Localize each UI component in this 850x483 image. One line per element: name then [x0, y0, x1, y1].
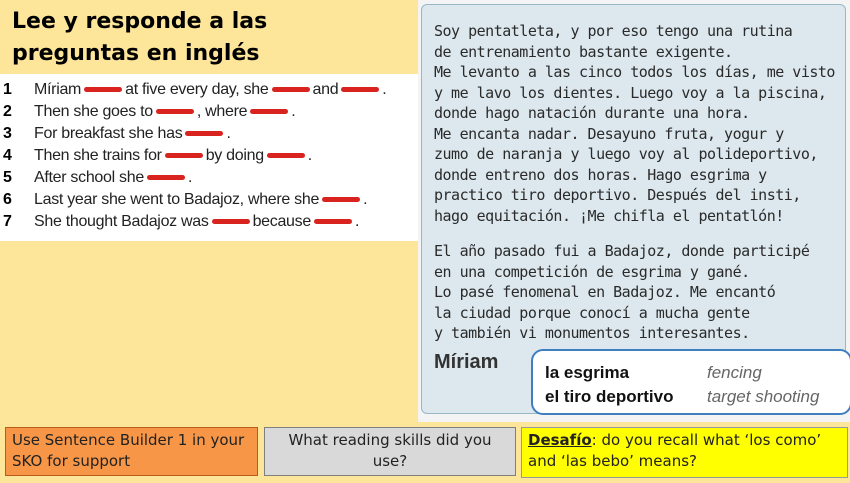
title-line-2: preguntas en inglés: [12, 41, 260, 66]
vocab-spanish: el tiro deportivo: [545, 387, 674, 406]
question-number: 6: [3, 191, 12, 208]
question-row: [0, 123, 418, 145]
question-number: 2: [3, 103, 12, 120]
answer-gap: [212, 219, 250, 224]
author-name: Míriam: [434, 351, 499, 373]
question-text: Then she goes to: [34, 103, 153, 120]
question-text: .: [363, 191, 368, 208]
question-text: .: [307, 147, 312, 164]
answer-gap: [156, 109, 194, 114]
question-text: She thought Badajoz was: [34, 213, 209, 230]
question-number: 1: [3, 81, 12, 98]
vocabulary-box: [531, 349, 850, 415]
question-text: because: [252, 213, 311, 230]
vocab-row: [545, 363, 762, 383]
question-text: and: [312, 81, 339, 98]
challenge-box: [521, 427, 848, 478]
question-row: [0, 145, 418, 167]
vocab-row: [545, 387, 820, 407]
question-text: .: [226, 125, 231, 142]
answer-gap: [185, 131, 223, 136]
reading-skills-box: What reading skills did you use?: [264, 427, 516, 476]
question-text: by doing: [205, 147, 264, 164]
questions-panel: [0, 74, 418, 241]
question-text: .: [187, 169, 193, 186]
answer-gap: [267, 153, 305, 158]
activity-title: [12, 6, 267, 70]
reading-paragraph-2: El año pasado fui a Badajoz, donde participé en una competición de esgrima y gané. Lo pasé fenomenal en Badajoz. Me encantó la ciudad porque conocí a mucha gente y también vi monumentos interesantes.: [434, 242, 810, 342]
challenge-text: : do you recall what ‘los como’ and ‘las bebo’ means?: [528, 431, 822, 470]
challenge-label: Desafío: [528, 431, 592, 449]
reading-paragraph-1: Soy pentatleta, y por eso tengo una rutina de entrenamiento bastante exigente. Me levanto a las cinco todos los días, me visto y me lavo los dientes. Luego voy a la piscina, donde hago natación durante una hora. Me encanta nadar. Desayuno fruta, yogur y zumo de naranja y luego voy al polideportivo, donde entreno dos horas. Hago esgrima y practico tiro deportivo. Después del insti, hago equitación. ¡Me chifla el pentatlón!: [434, 22, 835, 225]
question-row: [0, 79, 418, 101]
answer-gap: [165, 153, 203, 158]
answer-gap: [147, 175, 185, 180]
question-text: After school she: [34, 169, 144, 186]
vocab-english: target shooting: [707, 387, 820, 406]
answer-gap: [341, 87, 379, 92]
question-row: [0, 211, 418, 233]
vocab-english: fencing: [707, 363, 762, 382]
question-text: Last year she went to Badajoz, where she: [34, 191, 320, 208]
answer-gap: [84, 87, 122, 92]
answer-gap: [314, 219, 352, 224]
answer-gap: [250, 109, 288, 114]
question-text: .: [382, 81, 387, 98]
question-text: at five every day, she: [125, 81, 269, 98]
question-number: 7: [3, 213, 12, 230]
question-number: 4: [3, 147, 12, 164]
question-text: Míriam: [34, 81, 82, 98]
question-text: , where: [196, 103, 248, 120]
question-text: For breakfast she has: [34, 125, 183, 142]
question-number: 5: [3, 169, 12, 186]
question-text: Then she trains for: [34, 147, 162, 164]
question-text: .: [354, 213, 360, 230]
title-line-1: Lee y responde a las: [12, 9, 268, 34]
answer-gap: [272, 87, 310, 92]
vocab-spanish: la esgrima: [545, 363, 630, 382]
support-note-box: Use Sentence Builder 1 in your SKO for support: [5, 427, 258, 476]
question-text: .: [291, 103, 296, 120]
question-row: [0, 101, 418, 123]
question-number: 3: [3, 125, 12, 142]
question-row: [0, 167, 418, 189]
question-row: [0, 189, 418, 211]
answer-gap: [322, 197, 360, 202]
